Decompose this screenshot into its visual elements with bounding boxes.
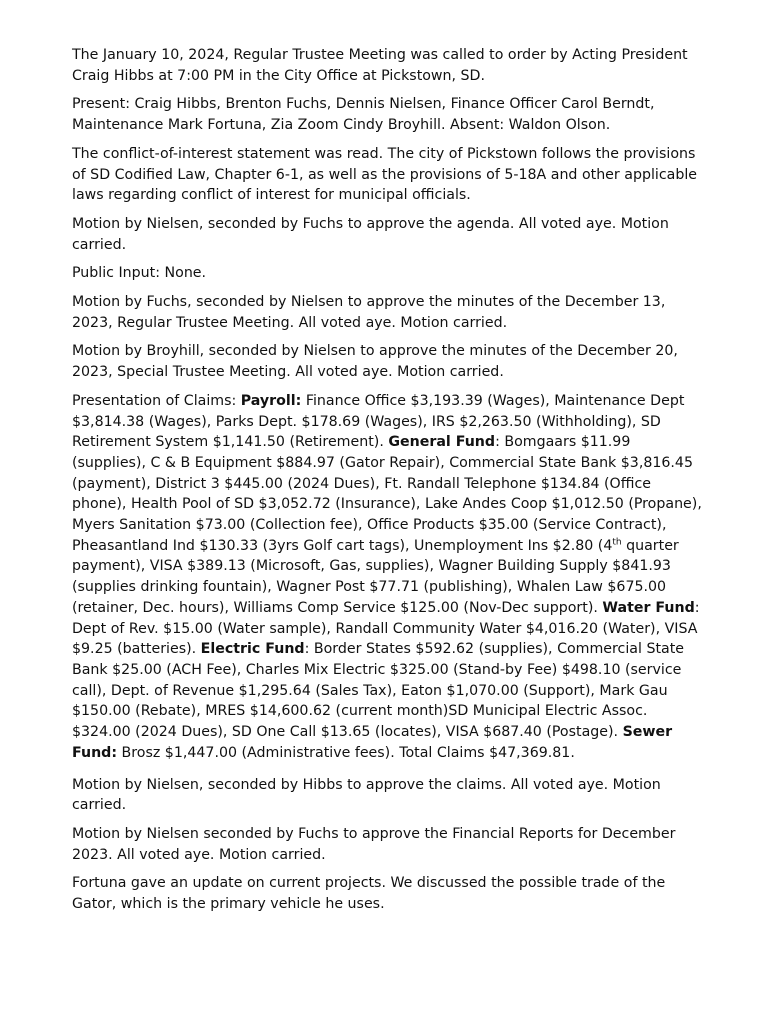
sewer-fund-claims: Brosz $1,447.00 (Administrative fees). Total Claims $47,369.81.	[117, 744, 575, 761]
projects-update-paragraph: Fortuna gave an update on current projects. We discussed the possible trade of the Gator, which is the primary vehicle he uses.	[72, 875, 666, 913]
december-20-minutes-motion: Motion by Broyhill, seconded by Nielsen to approve the minutes of the December 20, 2023, Special Trustee Meeting. All voted aye. Motion carried.	[72, 343, 678, 381]
general-fund-claims-part-1: : Bomgaars $11.99 (supplies), C & B Equipment $884.97 (Gator Repair), Commercial State Bank $3,816.45 (payment), District 3 $445.00 (2024 Dues), Ft. Randall Telephone $134.84 (Office phone), Health Pool of SD $3,052.72 (Insurance), Lake Andes Coop $1,012.50 (Propane), Myers Sanitation $73.00 (Collection fee), Office Products $35.00 (Service Contract), Pheasantland Ind $130.33 (3yrs Golf cart tags), Unemployment Ins $2.80 (4	[72, 434, 702, 554]
electric-fund-claims: : Border States $592.62 (supplies), Commercial State Bank $25.00 (ACH Fee), Charles Mix Electric $325.00 (Stand-by Fee) $498.10 (service call), Dept. of Revenue $1,295.64 (Sales Tax), Eaton $1,070.00 (Support), Mark Gau $150.00 (Rebate), MRES $14,600.62 (current month)SD Municipal Electric Assoc. $324.00 (2024 Dues), SD One Call $13.65 (locates), VISA $687.40 (Postage).	[72, 641, 684, 741]
december-13-minutes-motion: Motion by Fuchs, seconded by Nielsen to approve the minutes of the December 13, 2023, Regular Trustee Meeting. All voted aye. Motion carried.	[72, 294, 666, 331]
public-input-paragraph: Public Input: None.	[72, 265, 207, 282]
ordinal-superscript: th	[612, 537, 622, 548]
call-to-order-paragraph: The January 10, 2024, Regular Trustee Meeting was called to order by Acting President Craig Hibbs at 7:00 PM in the City Office at Pickstown, SD.	[72, 47, 688, 84]
water-fund-claims: : Dept of Rev. $15.00 (Water sample), Randall Community Water $4,016.20 (Water), VISA $9.25 (batteries).	[72, 599, 700, 658]
general-fund-label: General Fund	[388, 434, 496, 451]
payroll-claims: Finance Office $3,193.39 (Wages), Maintenance Dept $3,814.38 (Wages), Parks Dept. $178.69 (Wages), IRS $2,263.50 (Withholding), SD Retirement System $1,141.50 (Retirement).	[72, 392, 685, 451]
electric-fund-label: Electric Fund	[200, 641, 305, 658]
claims-intro: Presentation of Claims:	[72, 392, 241, 409]
general-fund-claims-part-2: quarter payment), VISA $389.13 (Microsoft, Gas, supplies), Wagner Building Supply $841.93 (supplies drinking fountain), Wagner Post $77.71 (publishing), Whalen Law $675.00 (retainer, Dec. hours), Williams Comp Service $125.00 (Nov-Dec support).	[72, 537, 679, 616]
claims-motion-paragraph: Motion by Nielsen, seconded by Hibbs to approve the claims. All voted aye. Motion carried.	[72, 776, 661, 814]
agenda-motion-paragraph: Motion by Nielsen, seconded by Fuchs to approve the agenda. All voted aye. Motion carried.	[72, 215, 669, 253]
water-fund-label: Water Fund	[602, 599, 695, 616]
conflict-of-interest-paragraph: The conflict-of-interest statement was read. The city of Pickstown follows the provisions of SD Codified Law, Chapter 6-1, as well as the provisions of 5-18A and other applicable laws regarding conflict of interest for municipal officials.	[72, 145, 698, 204]
financial-reports-motion-paragraph: Motion by Nielsen seconded by Fuchs to approve the Financial Reports for December 2023. All voted aye. Motion carried.	[72, 825, 676, 863]
payroll-label: Payroll:	[240, 392, 302, 409]
attendance-paragraph: Present: Craig Hibbs, Brenton Fuchs, Dennis Nielsen, Finance Officer Carol Berndt, Maintenance Mark Fortuna, Zia Zoom Cindy Broyhill. Absent: Waldon Olson.	[72, 96, 655, 134]
claims-paragraph	[72, 391, 702, 764]
sewer-fund-label: Sewer Fund:	[72, 724, 673, 761]
